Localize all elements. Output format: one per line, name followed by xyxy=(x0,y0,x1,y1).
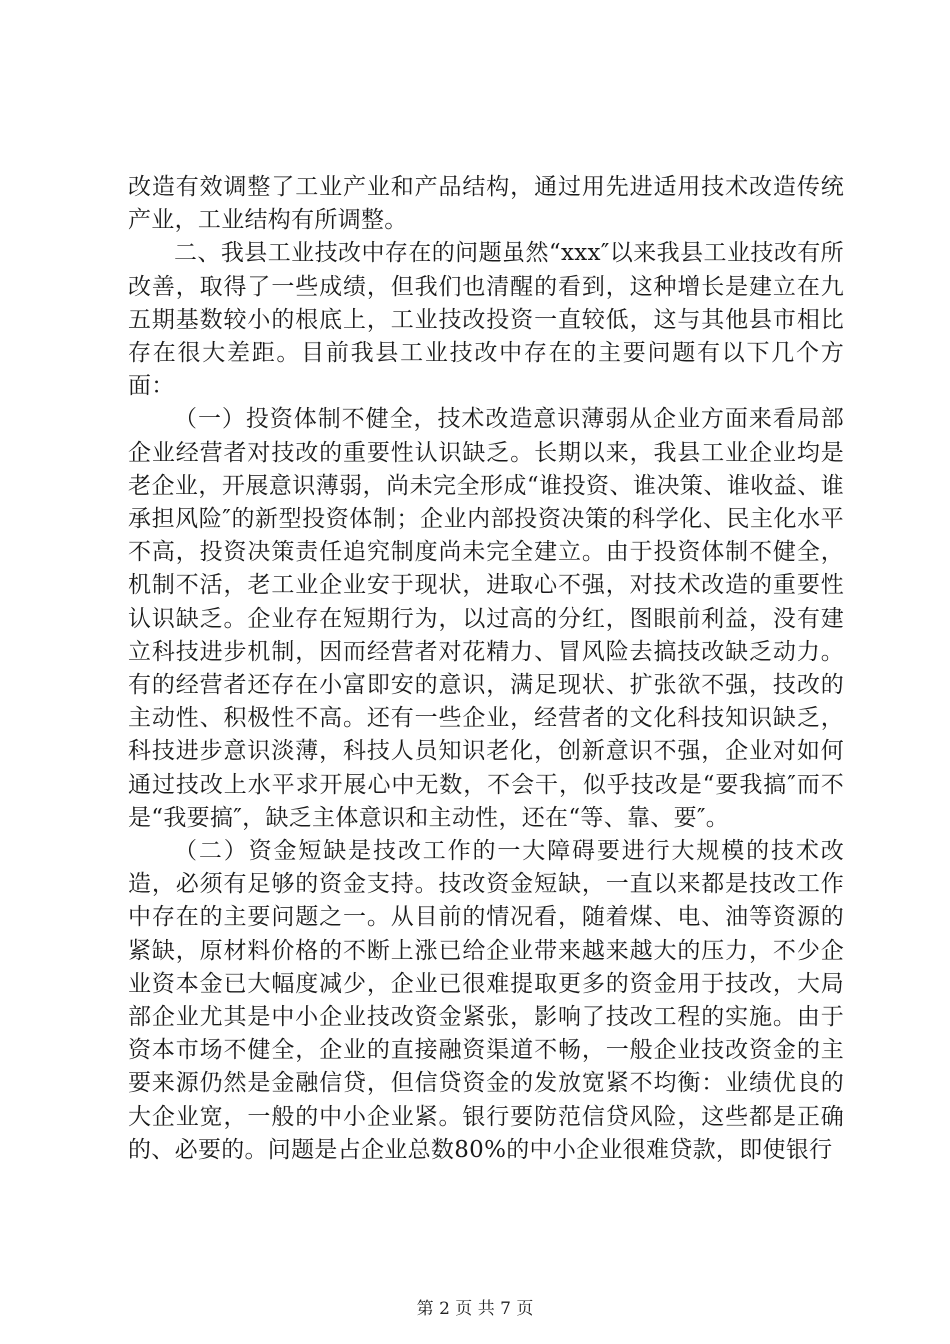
paragraph-section-two: 二、我县工业技改中存在的问题虽然“xxx″以来我县工业技改有所改善，取得了一些成绩，但我们也清醒的看到，这种增长是建立在九五期基数较小的根底上，工业技改投资一直较低，这与其他县市相比存在很大差距。目前我县工业技改中存在的主要问题有以下几个方面： xyxy=(128,240,844,400)
paragraph-point-one: （一）投资体制不健全，技术改造意识薄弱从企业方面来看局部企业经营者对技改的重要性认识缺乏。长期以来，我县工业企业均是老企业，开展意识薄弱，尚未完全形成“谁投资、谁决策、谁收益、谁承担风险″的新型投资体制；企业内部投资决策的科学化、民主化水平不高，投资决策责任追究制度尚未完全建立。由于投资体制不健全，机制不活，老工业企业安于现状，进取心不强，对技术改造的重要性认识缺乏。企业存在短期行为，以过高的分红，图眼前利益，没有建立科技进步机制，因而经营者对花精力、冒风险去搞技改缺乏动力。有的经营者还存在小富即安的意识，满足现状、扩张欲不强，技改的主动性、积极性不高。还有一些企业，经营者的文化科技知识缺乏，科技进步意识淡薄，科技人员知识老化，创新意识不强，企业对如何通过技改上水平求开展心中无数，不会干，似乎技改是“要我搞″而不是“我要搞″，缺乏主体意识和主动性，还在“等、靠、要″。 xyxy=(128,406,844,831)
paragraph-continuation: 改造有效调整了工业产业和产品结构，通过用先进适用技术改造传统产业，工业结构有所调整。 xyxy=(128,174,844,234)
paragraph-point-two: （二）资金短缺是技改工作的一大障碍要进行大规模的技术改造，必须有足够的资金支持。技改资金短缺，一直以来都是技改工作中存在的主要问题之一。从目前的情况看，随着煤、电、油等资源的紧缺，原材料价格的不断上涨已给企业带来越来越大的压力，不少企业资本金已大幅度减少，企业已很难提取更多的资金用于技改，大局部企业尤其是中小企业技改资金紧张，影响了技改工程的实施。由于资本市场不健全，企业的直接融资渠道不畅，一般企业技改资金的主要来源仍然是金融信贷，但信贷资金的发放宽紧不均衡：业绩优良的大企业宽，一般的中小企业紧。银行要防范信贷风险，这些都是正确的、必要的。问题是占企业总数80%的中小企业很难贷款，即使银行 xyxy=(128,838,844,1163)
page-footer: 第 2 页 共 7 页 xyxy=(416,1299,534,1319)
body-text xyxy=(128,171,844,1167)
